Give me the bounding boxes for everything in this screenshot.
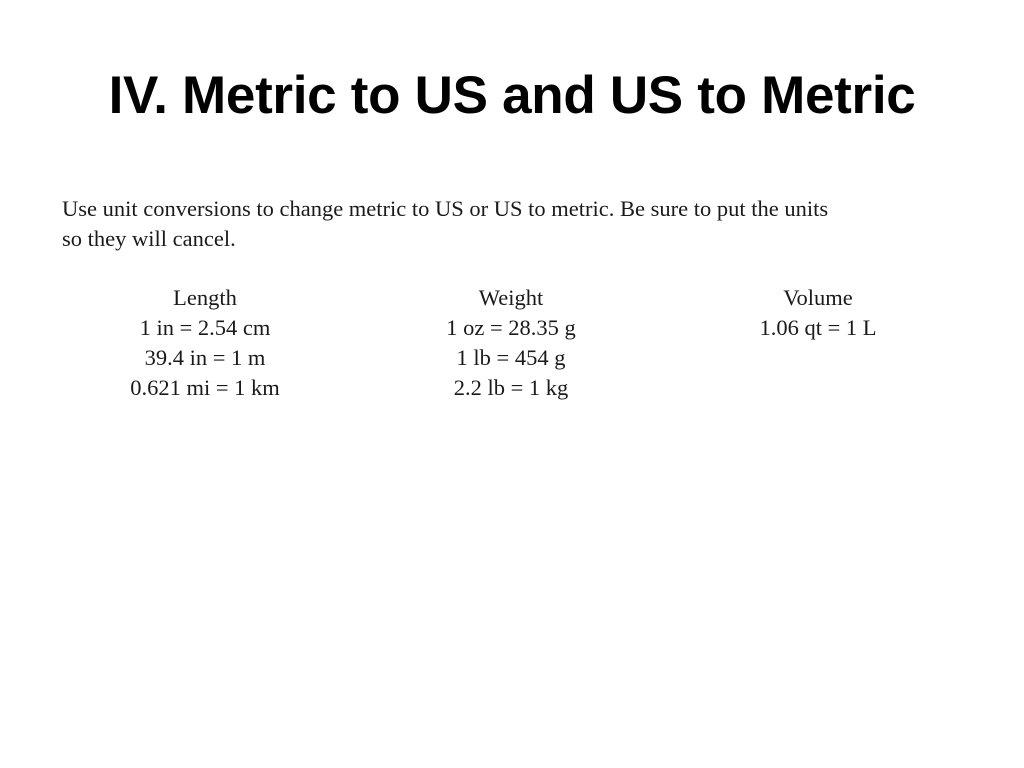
length-conversion: 1 in = 2.54 cm: [139, 315, 271, 340]
slide-title: IV. Metric to US and US to Metric: [108, 66, 916, 125]
weight-column: [391, 283, 631, 403]
volume-heading: Volume: [783, 285, 853, 310]
length-conversion: 0.621 mi = 1 km: [130, 375, 280, 400]
weight-heading: Weight: [478, 285, 544, 310]
length-conversion: 39.4 in = 1 m: [144, 345, 266, 370]
weight-conversion: 1 oz = 28.35 g: [446, 315, 576, 340]
length-column: [85, 283, 325, 403]
length-heading: Length: [173, 285, 237, 310]
volume-conversion: 1.06 qt = 1 L: [759, 315, 877, 340]
weight-conversion: 1 lb = 454 g: [456, 345, 566, 370]
instructions-text: Use unit conversions to change metric to US or US to metric. Be sure to put the units so they will cancel.: [62, 196, 829, 251]
volume-column: [698, 283, 938, 343]
weight-conversion: 2.2 lb = 1 kg: [453, 375, 569, 400]
